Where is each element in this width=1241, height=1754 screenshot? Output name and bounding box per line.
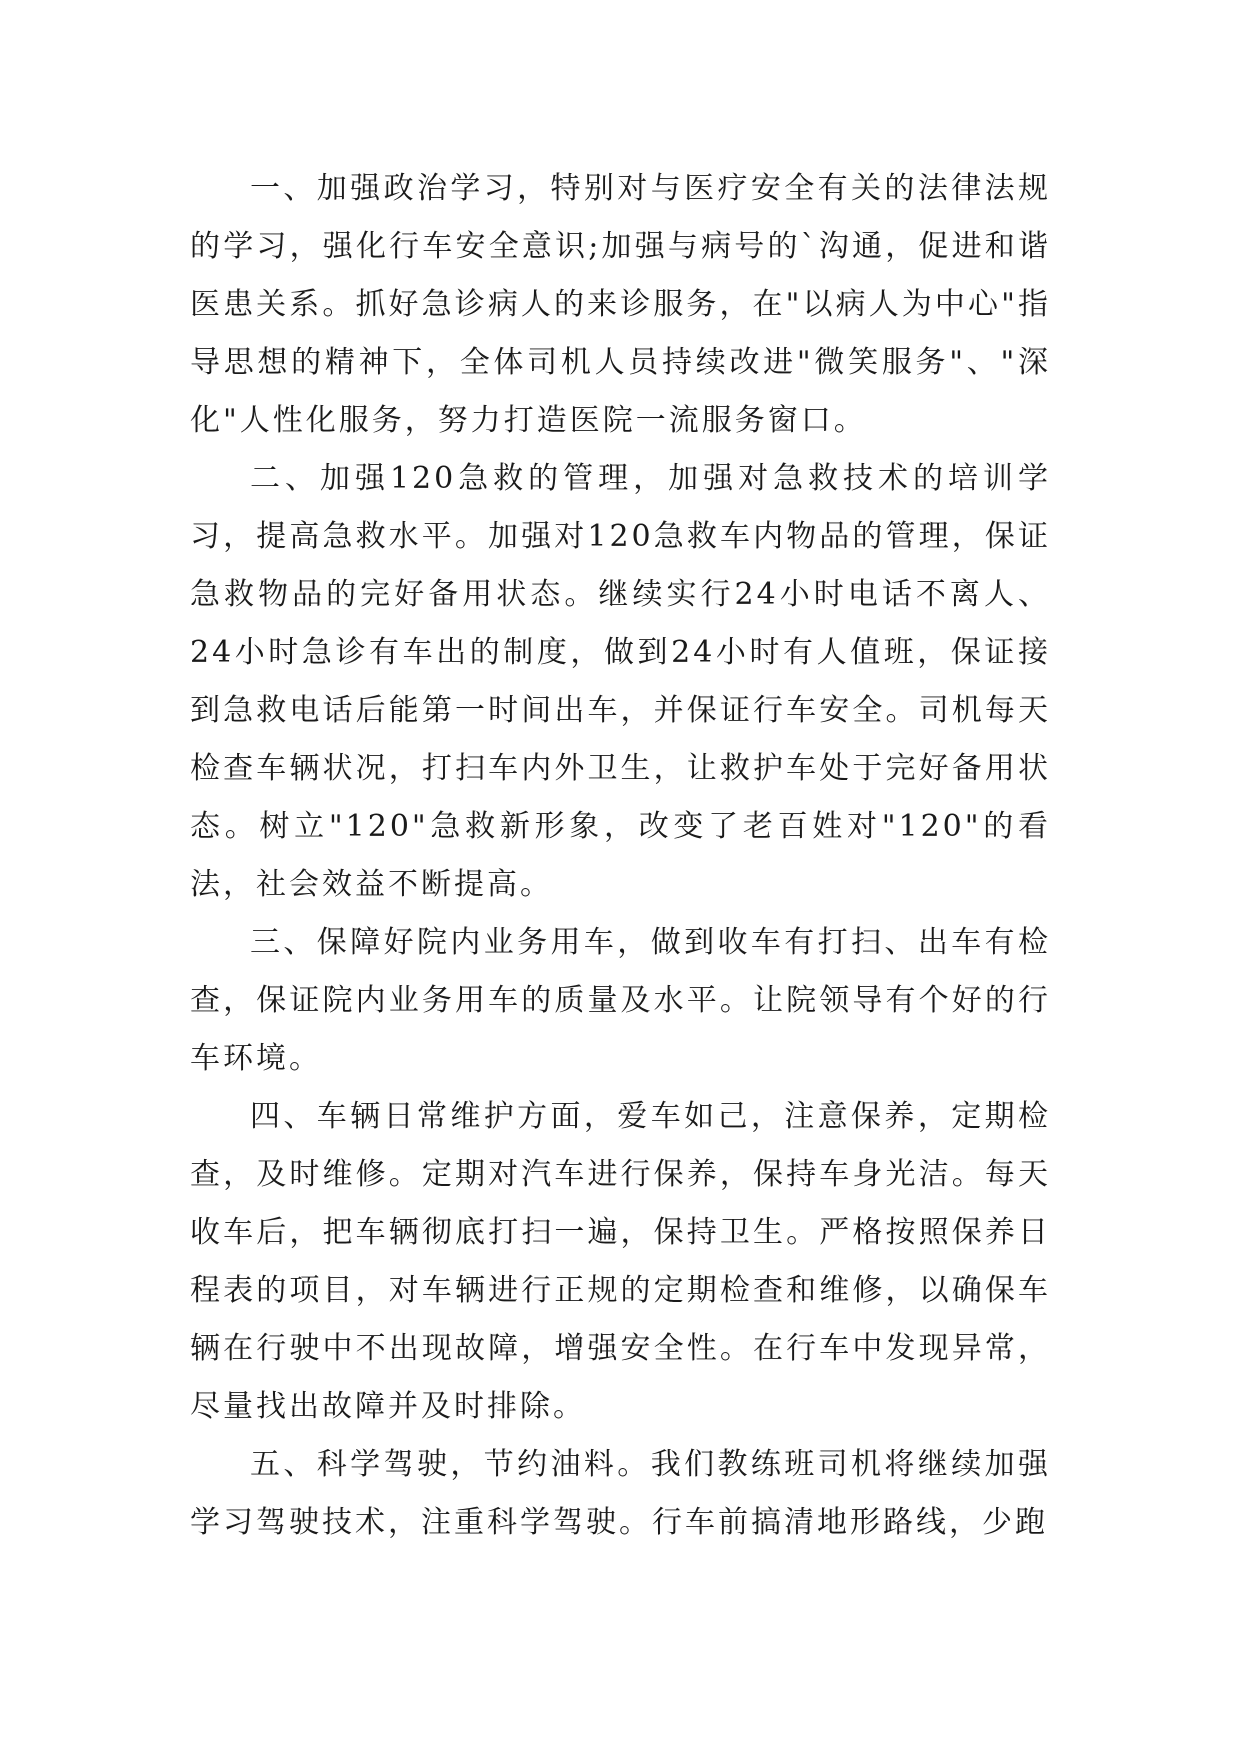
paragraph-2: 二、加强120急救的管理，加强对急救技术的培训学习，提高急救水平。加强对120急救车内物品的管理，保证急救物品的完好备用状态。继续实行24小时电话不离人、24小时急诊有车出的制度，做到24小时有人值班，保证接到急救电话后能第一时间出车，并保证行车安全。司机每天检查车辆状况，打扫车内外卫生，让救护车处于完好备用状态。树立"120"急救新形象，改变了老百姓对"120"的看法，社会效益不断提高。 [190, 461, 1051, 902]
document-body [190, 160, 1051, 1552]
paragraph-5: 五、科学驾驶，节约油料。我们教练班司机将继续加强学习驾驶技术，注重科学驾驶。行车前搞清地形路线，少跑 [190, 1447, 1051, 1540]
paragraph-1: 一、加强政治学习，特别对与医疗安全有关的法律法规的学习，强化行车安全意识;加强与病号的`沟通，促进和谐医患关系。抓好急诊病人的来诊服务，在"以病人为中心"指导思想的精神下，全体司机人员持续改进"微笑服务"、"深化"人性化服务，努力打造医院一流服务窗口。 [190, 171, 1051, 438]
paragraph-4: 四、车辆日常维护方面，爱车如己，注意保养，定期检查，及时维修。定期对汽车进行保养，保持车身光洁。每天收车后，把车辆彻底打扫一遍，保持卫生。严格按照保养日程表的项目，对车辆进行正规的定期检查和维修，以确保车辆在行驶中不出现故障，增强安全性。在行车中发现异常，尽量找出故障并及时排除。 [190, 1099, 1051, 1424]
paragraph-3: 三、保障好院内业务用车，做到收车有打扫、出车有检查，保证院内业务用车的质量及水平。让院领导有个好的行车环境。 [190, 925, 1051, 1076]
